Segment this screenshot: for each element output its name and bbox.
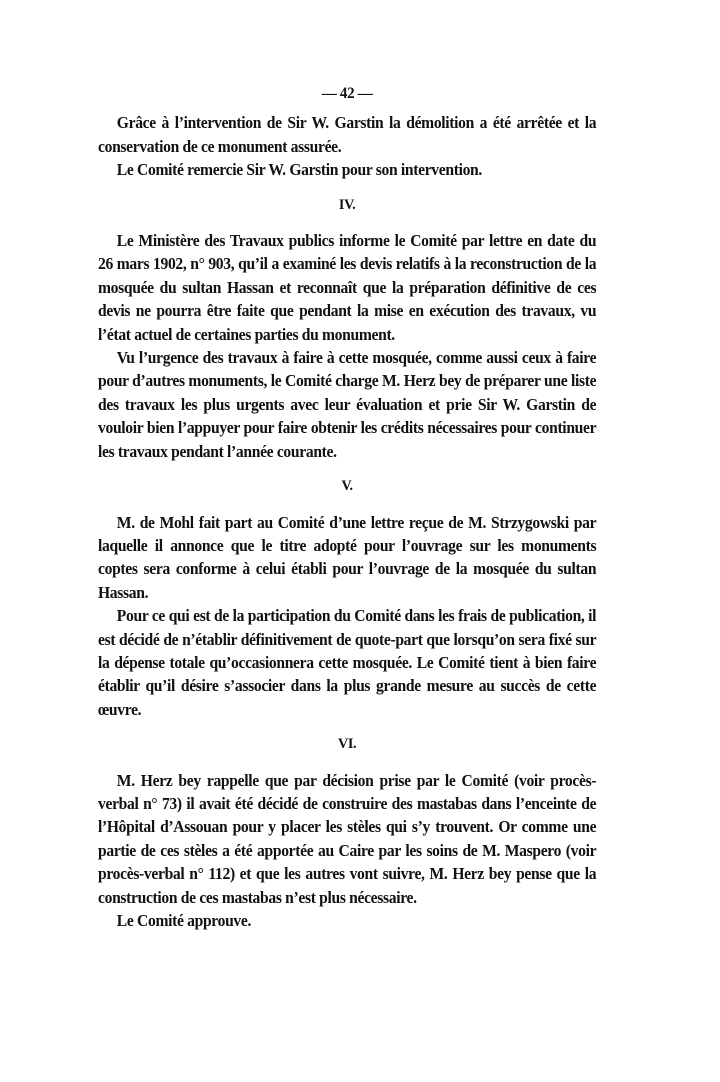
section-iv bbox=[98, 194, 596, 463]
section-v bbox=[98, 475, 596, 721]
section-heading: IV. bbox=[338, 196, 356, 213]
section-heading: V. bbox=[341, 478, 353, 495]
paragraph: M. Herz bey rappelle que par décision prise par le Comité (voir procès-verbal n° 73) il avait été décidé de construire des mastabas dans l’enceinte de l’Hôpital d’Assouan pour y placer les stèles qui s’y trouvent. Or comme une partie de ces stèles a été apportée au Caire par les soins de M. Maspero (voir procès-verbal n° 112) et que les autres vont suivre, M. Herz bey pense que la construction de ces mastabas n’est plus nécessaire. bbox=[98, 770, 597, 907]
paragraph: M. de Mohl fait part au Comité d’une lettre reçue de M. Strzygowski par laquelle il annonce que le titre adopté pour l’ouvrage sur les monuments coptes sera conforme à celui établi pour l’ouvrage de la mosquée du sultan Hassan. bbox=[98, 512, 597, 602]
paragraph: Vu l’urgence des travaux à faire à cette mosquée, comme aussi ceux à faire pour d’autres monuments, le Comité charge M. Herz bey de préparer une liste des travaux les plus urgents avec leur évaluation et prie Sir W. Garstin de vouloir bien l’appuyer pour faire obtenir les crédits nécessaires pour continuer les travaux pendant l’année courante. bbox=[98, 348, 597, 461]
paragraph: Pour ce qui est de la participation du Comité dans les frais de publication, il est décidé de n’établir définitivement de quote-part que lorsqu’on sera fixé sur la dépense totale qu’occasionnera cette mosquée. Le Comité tient à bien faire établir qu’il désire s’associer dans la plus grande mesure au succès de cette œuvre. bbox=[98, 606, 597, 719]
section-heading: VI. bbox=[337, 736, 357, 753]
paragraph: Grâce à l’intervention de Sir W. Garstin la démolition a été arrêtée et la conservation de ce monument assurée. bbox=[98, 113, 597, 156]
intro-block bbox=[98, 111, 596, 181]
document-page bbox=[98, 82, 596, 932]
paragraph: Le Comité remercie Sir W. Garstin pour son intervention. bbox=[116, 160, 482, 180]
page-number: — 42 — bbox=[321, 85, 373, 102]
paragraph: Le Ministère des Travaux publics informe le Comité par lettre en date du 26 mars 1902, n° 903, qu’il a examiné les devis relatifs à la reconstruction de la mosquée du sultan Hassan et reconnaît que la préparation définitive de ces devis ne pourra être faite que pendant la mise en exécution des travaux, vu l’état actuel de certaines parties du monument. bbox=[98, 231, 597, 344]
section-vi bbox=[98, 733, 596, 932]
paragraph: Le Comité approuve. bbox=[116, 911, 252, 930]
